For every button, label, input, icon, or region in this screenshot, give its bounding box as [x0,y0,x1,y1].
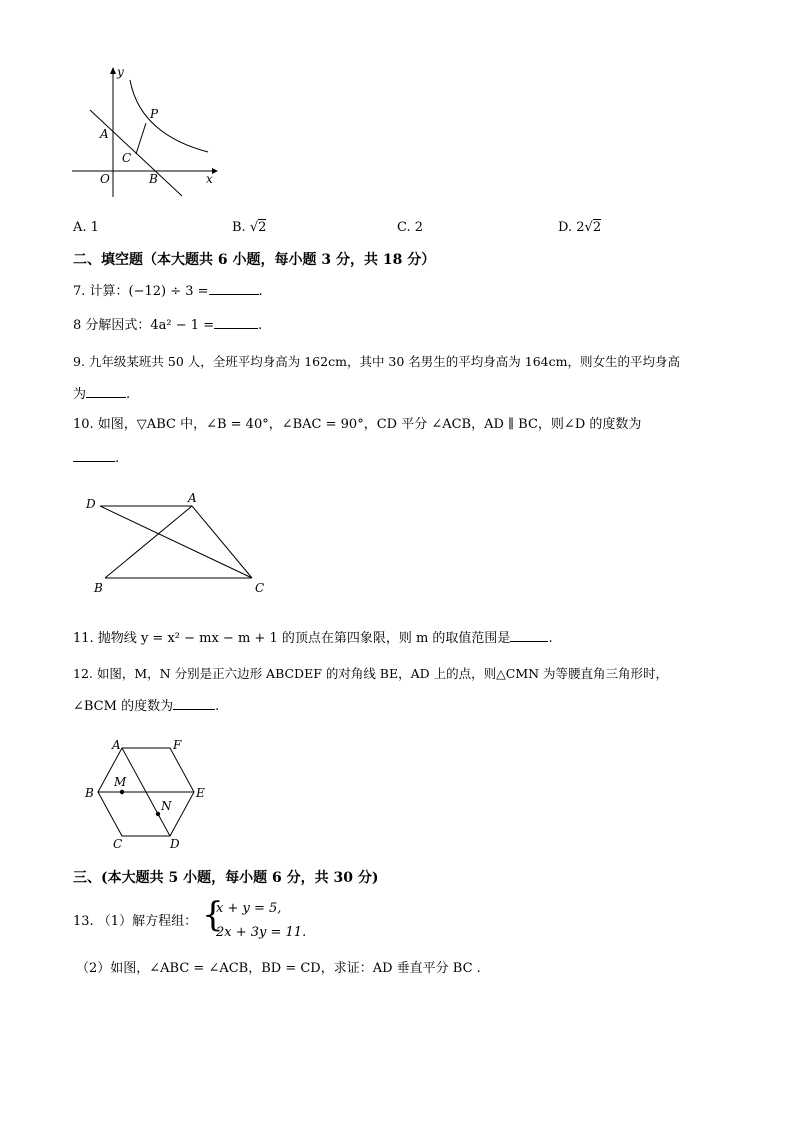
sqrt-icon: √ [584,220,593,235]
section2-title: 二、填空题（本大题共 6 小题，每小题 3 分，共 18 分） [73,252,436,268]
q12-line1: 12. 如图，M，N 分别是正六边形 ABCDEF 的对角线 BE，AD 上的点，则△CMN 为等腰直角三角形时， [73,666,669,681]
q10-blank [73,449,115,462]
label-o: O [100,172,110,186]
point-m [120,790,124,794]
label-c: C [255,581,265,595]
option-d-prefix: D. [558,220,573,235]
option-b [232,220,266,236]
label-b: B [149,172,158,186]
q9-end: . [126,387,131,402]
q12-blank [173,697,215,710]
q7-text: 7. 计算：(−12) ÷ 3 = [73,284,209,299]
label-x: x [206,172,213,186]
q8-blank [214,316,258,329]
label-a: A [112,738,121,752]
q12-line2 [73,697,219,715]
option-d-coef: 2 [576,220,585,235]
q6-figure [66,62,226,202]
x-axis-arrow [212,168,218,174]
q11-end: . [548,631,553,646]
label-b: B [94,581,103,595]
hyperbola-curve [130,80,208,152]
segment-ac [192,506,252,578]
label-a: A [100,127,109,141]
q9-line2-text: 为 [73,387,87,402]
q11 [73,629,553,647]
q10-line2 [73,449,119,467]
section3-title: 三、(本大题共 5 小题，每小题 6 分，共 30 分) [73,870,379,886]
q13-part2: （2）如图，∠ABC = ∠ACB，BD = CD，求证：AD 垂直平分 BC . [76,961,481,976]
label-n: N [161,799,172,813]
q7-end: . [258,284,263,299]
option-d-value: 2 [592,220,602,235]
q12-line2-text: ∠BCM 的度数为 [73,699,174,714]
label-d: D [170,837,180,851]
option-c: C. 2 [397,220,424,235]
label-c: C [122,151,132,165]
q11-text: 11. 抛物线 y = x² − mx − m + 1 的顶点在第四象限，则 m 的取值范围是 [73,631,511,646]
sqrt-icon: √ [249,220,259,235]
q9-blank [86,385,126,398]
point-n [156,812,160,816]
q8-end: . [258,318,263,333]
label-b: B [85,786,94,800]
q13-eq2: 2x + 3y = 11. [216,925,307,940]
label-y: y [117,65,124,79]
q12-end: . [215,699,220,714]
q13-eq1: x + y = 5, [216,901,282,916]
segment-dc [100,506,252,578]
segment-pc [136,123,146,154]
q10-end: . [115,451,120,466]
q9-line2 [73,385,130,403]
label-d: D [86,497,96,511]
q7 [73,282,263,300]
label-f: F [173,738,182,752]
y-axis-arrow [110,67,116,74]
q13-part1: 13. （1）解方程组： [73,914,198,929]
segment-ab [105,506,192,578]
q7-blank [209,282,259,295]
q10-line1: 10. 如图，▽ABC 中，∠B = 40°，∠BAC = 90°，CD 平分 ∠ACB，AD ∥ BC，则∠D 的度数为 [73,417,642,432]
label-e: E [196,786,205,800]
q8-text: 8 分解因式：4a² − 1 = [73,318,215,333]
label-a: A [188,491,197,505]
q12-figure [82,735,212,853]
option-d [558,220,601,236]
q8 [73,316,262,334]
label-c: C [113,837,123,851]
system-brace: { [202,895,224,935]
q10-figure [80,486,280,598]
label-m: M [114,775,127,789]
option-b-value: 2 [258,220,267,235]
option-a: A. 1 [73,220,99,235]
label-p: P [150,107,159,121]
option-b-prefix: B. [232,220,246,235]
q9-line1: 9. 九年级某班共 50 人，全班平均身高为 162cm，其中 30 名男生的平均身高为 164cm，则女生的平均身高 [73,354,680,369]
q11-blank [510,629,548,642]
